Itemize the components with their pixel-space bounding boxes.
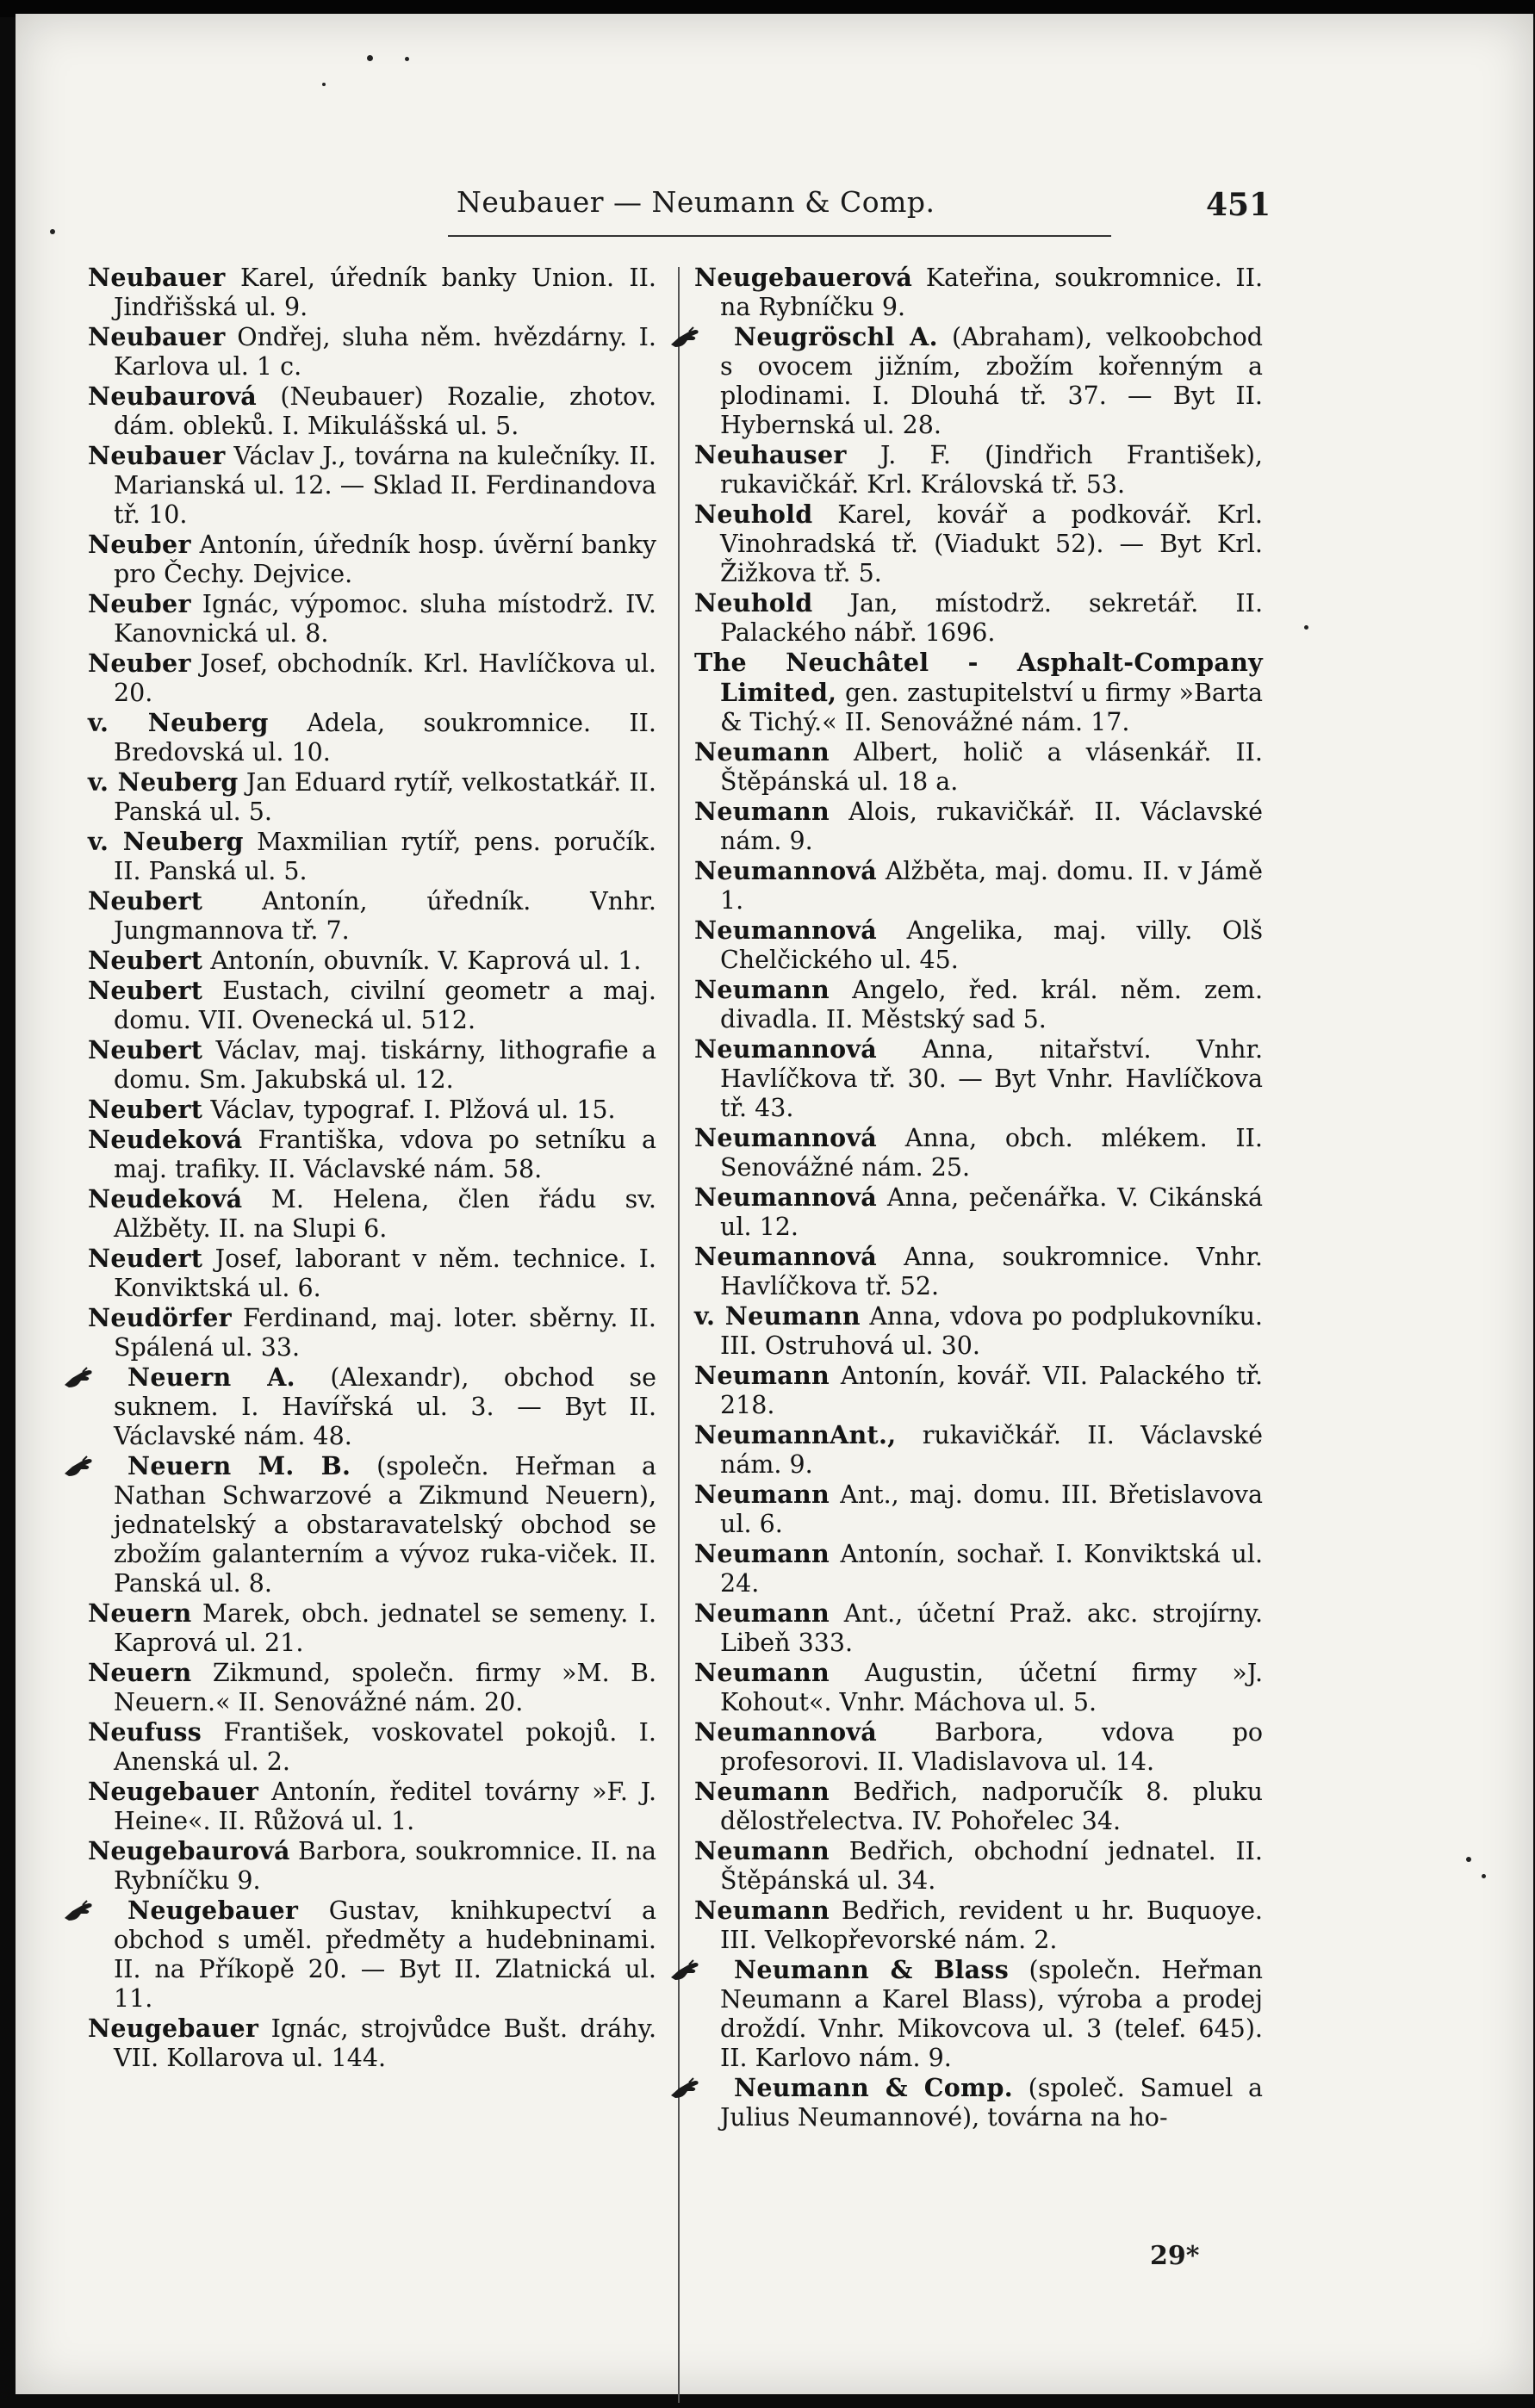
directory-entry xyxy=(88,1184,656,1244)
entry-name: Neubauer xyxy=(88,441,226,470)
entry-text: Bedřich, revident u hr. Buquoye. III. Velkopřevorské nám. 2. xyxy=(720,1896,1263,1954)
entry-name: Neubert xyxy=(88,1095,203,1124)
entry-text: Marek, obch. jednatel se semeny. I. Kaprová ul. 21. xyxy=(114,1599,657,1657)
entry-name: Neubert xyxy=(88,976,203,1005)
entry-name: Neuern xyxy=(88,1658,192,1687)
entry-text: (společn. Heřman Neumann a Karel Blass), výroba a prodej droždí. Vnhr. Mikovcova ul. 3 (telef. 645). II. Karlovo nám. 9. xyxy=(720,1956,1263,2072)
entry-name: v. Neuberg xyxy=(88,827,244,856)
entry-text: Antonín, úředník. Vnhr. Jungmannova tř. 7. xyxy=(114,887,656,945)
entry-text: Josef, obchodník. Krl. Havlíčkova ul. 20. xyxy=(114,649,656,707)
entry-text: Antonín, úředník hosp. úvěrní banky pro Čechy. Dejvice. xyxy=(114,531,656,588)
running-head: Neubauer — Neumann & Comp. xyxy=(457,185,935,219)
entry-name: Neugebauer xyxy=(127,1896,299,1925)
entry-name: Neudeková xyxy=(88,1184,243,1213)
directory-entry xyxy=(694,797,1263,856)
entry-name: Neudörfer xyxy=(88,1303,232,1332)
directory-entry xyxy=(694,1420,1263,1480)
entry-text: Antonín, sochař. I. Konviktská ul. 24. xyxy=(720,1540,1264,1598)
directory-entry xyxy=(88,827,656,886)
directory-entry xyxy=(694,1182,1263,1242)
entry-name: Neudeková xyxy=(88,1125,243,1154)
entry-text: J. F. (Jindřich František), rukavičkář. Krl. Královská tř. 53. xyxy=(720,441,1263,499)
entry-text: (Neubauer) Rozalie, zhotov. dám. obleků. I. Mikulášská ul. 5. xyxy=(114,382,656,440)
pointing-hand-icon xyxy=(88,1900,122,1922)
left-column xyxy=(88,263,656,2073)
entry-text: (Abraham), velkoobchod s ovocem jižním, zbožím kořenným a plodinami. I. Dlouhá tř. 37. — Byt II. Hybernská ul. 28. xyxy=(720,323,1263,439)
pointing-hand-icon xyxy=(694,326,729,349)
pointing-hand-icon xyxy=(88,1455,122,1478)
directory-entry xyxy=(694,1034,1263,1123)
entry-text: Anna, pečenářka. V. Cikánská ul. 12. xyxy=(720,1183,1264,1241)
entry-text: Antonín, obuvník. V. Kaprová ul. 1. xyxy=(210,946,642,975)
directory-entry xyxy=(694,1361,1263,1420)
header-rule xyxy=(448,235,1111,237)
entry-text: Barbora, soukromnice. II. na Rybníčku 9. xyxy=(114,1837,657,1895)
entry-name: Neumannová xyxy=(694,1034,878,1064)
entry-text: rukavičkář. II. Václavské nám. 9. xyxy=(720,1421,1263,1479)
entry-name: NeumannAnt., xyxy=(694,1420,897,1449)
pointing-hand-icon xyxy=(694,2077,729,2100)
entry-name: Neumannová xyxy=(694,915,878,945)
directory-entry xyxy=(694,500,1263,588)
directory-entry xyxy=(88,1095,656,1125)
directory-entry xyxy=(88,1035,656,1095)
entry-name: Neumannová xyxy=(694,1123,878,1152)
entry-name: The Neuchâtel - Asphalt-Company Limited, xyxy=(694,648,1263,707)
entry-text: (Alexandr), obchod se suknem. I. Havířská ul. 3. — Byt II. Václavské nám. 48. xyxy=(114,1363,656,1450)
directory-entry xyxy=(694,1598,1263,1658)
entry-name: Neufuss xyxy=(88,1717,202,1747)
directory-entry xyxy=(88,263,656,322)
entry-name: Neumann xyxy=(694,1480,830,1509)
entry-text: Bedřich, nadporučík 8. pluku dělostřelectva. IV. Pohořelec 34. xyxy=(720,1778,1264,1835)
entry-text: Maxmilian rytíř, pens. poručík. II. Panská ul. 5. xyxy=(114,828,656,885)
directory-entry xyxy=(88,976,656,1035)
entry-text: gen. zastupitelství u firmy »Barta & Tichý.« II. Senovážné nám. 17. xyxy=(720,679,1263,736)
entry-text: Anna, nitařství. Vnhr. Havlíčkova tř. 30. — Byt Vnhr. Havlíčkova tř. 43. xyxy=(720,1035,1264,1122)
directory-entry xyxy=(88,382,656,441)
entry-name: Neumann xyxy=(694,975,830,1004)
entry-text: Jan, místodrž. sekretář. II. Palackého nábř. 1696. xyxy=(720,589,1264,647)
directory-entry xyxy=(88,1896,656,2014)
entry-name: Neumann xyxy=(694,797,830,826)
directory-entry xyxy=(88,1244,656,1303)
entry-name: Neubauer xyxy=(88,322,226,351)
entry-text: Václav, maj. tiskárny, lithografie a domu. Sm. Jakubská ul. 12. xyxy=(114,1036,657,1094)
directory-entry xyxy=(694,1896,1263,1955)
entry-name: Neumannová xyxy=(694,1182,878,1212)
entry-text: Václav J., továrna na kulečníky. II. Marianská ul. 12. — Sklad II. Ferdinandova tř. 10. xyxy=(114,442,656,529)
entry-text: Zikmund, společn. firmy »M. B. Neuern.« II. Senovážné nám. 20. xyxy=(114,1659,656,1716)
entry-name: v. Neuberg xyxy=(88,767,239,797)
entry-name: Neubert xyxy=(88,1035,203,1064)
directory-entry xyxy=(88,1598,656,1658)
entry-name: Neubaurová xyxy=(88,382,258,411)
entry-text: Albert, holič a vlásenkář. II. Štěpánská ul. 18 a. xyxy=(720,738,1263,796)
directory-entry xyxy=(694,1836,1263,1896)
entry-text: Alois, rukavičkář. II. Václavské nám. 9. xyxy=(720,797,1264,855)
directory-entry xyxy=(694,1717,1263,1777)
entry-name: Neumann xyxy=(694,1896,830,1925)
entry-name: Neuber xyxy=(88,530,191,559)
entry-text: Angelo, řed. král. něm. zem. divadla. II. Městský sad 5. xyxy=(720,976,1264,1033)
entry-name: Neugebaurová xyxy=(88,1836,290,1865)
entry-text: Ignác, výpomoc. sluha místodrž. IV. Kanovnická ul. 8. xyxy=(114,590,656,648)
entry-text: Bedřich, obchodní jednatel. II. Štěpánská ul. 34. xyxy=(720,1837,1263,1895)
entry-text: Angelika, maj. villy. Olš Chelčického ul. 45. xyxy=(720,916,1263,974)
entry-text: Ignác, strojvůdce Bušt. dráhy. VII. Kollarova ul. 144. xyxy=(114,2014,656,2072)
entry-name: Neuhold xyxy=(694,588,813,618)
directory-entry xyxy=(88,886,656,946)
directory-entry xyxy=(694,648,1263,737)
directory-entry xyxy=(694,322,1263,440)
entry-name: Neumannová xyxy=(694,1717,878,1747)
entry-name: Neuber xyxy=(88,649,191,678)
entry-text: Alžběta, maj. domu. II. v Jámě 1. xyxy=(720,857,1263,915)
entry-text: Františka, vdova po setníku a maj. trafiky. II. Václavské nám. 58. xyxy=(114,1126,657,1183)
entry-text: Josef, laborant v něm. technice. I. Konviktská ul. 6. xyxy=(114,1244,656,1302)
directory-entry xyxy=(88,1658,656,1717)
entry-text: Ant., maj. domu. III. Břetislavova ul. 6. xyxy=(720,1480,1264,1538)
entry-name: Neugröschl A. xyxy=(734,322,938,351)
entry-name: Neumann xyxy=(694,1598,830,1628)
directory-entry xyxy=(694,2073,1263,2132)
signature-mark: 29* xyxy=(1150,2241,1200,2271)
directory-entry xyxy=(694,915,1263,975)
page-header xyxy=(121,185,1309,237)
entry-name: Neuern xyxy=(88,1598,192,1628)
directory-entry xyxy=(694,737,1263,797)
directory-entry xyxy=(88,946,656,976)
directory-entry xyxy=(694,440,1263,500)
entry-text: Adela, soukromnice. II. Bredovská ul. 10. xyxy=(114,709,656,766)
entry-name: Neumann xyxy=(694,1539,830,1568)
entry-text: Eustach, civilní geometr a maj. domu. VII. Ovenecká ul. 512. xyxy=(114,977,656,1034)
entry-text: Jan Eduard rytíř, velkostatkář. II. Panská ul. 5. xyxy=(114,768,656,826)
entry-name: Neumannová xyxy=(694,856,878,885)
entry-name: Neumannová xyxy=(694,1242,878,1271)
entry-name: Neubert xyxy=(88,886,203,915)
pointing-hand-icon xyxy=(88,1367,122,1389)
entry-text: (společn. Heřman a Nathan Schwarzové a Zikmund Neuern), jednatelský a obstaravatelský obchod se zbožím galanterním a vývoz ruka-viček. II. Panská ul. 8. xyxy=(114,1452,656,1598)
entry-text: Antonín, ředitel továrny »F. J. Heine«. II. Růžová ul. 1. xyxy=(114,1778,657,1835)
directory-entry xyxy=(88,708,656,767)
directory-entry xyxy=(694,1123,1263,1182)
directory-entry xyxy=(88,530,656,589)
entry-name: Neuhauser xyxy=(694,440,847,469)
entry-name: Neumann xyxy=(694,1658,830,1687)
entry-text: František, voskovatel pokojů. I. Anenská ul. 2. xyxy=(114,1718,656,1776)
entry-text: Kateřina, soukromnice. II. na Rybníčku 9. xyxy=(720,264,1264,321)
entry-name: v. Neumann xyxy=(694,1301,861,1331)
directory-entry xyxy=(694,1242,1263,1301)
entry-name: Neudert xyxy=(88,1244,203,1273)
entry-name: Neumann xyxy=(694,1777,830,1806)
entry-name: Neubauer xyxy=(88,263,226,292)
directory-entry xyxy=(88,1125,656,1184)
entry-text: Ant., účetní Praž. akc. strojírny. Libeň 333. xyxy=(720,1599,1264,1657)
directory-entry xyxy=(694,1777,1263,1836)
entry-text: Karel, úředník banky Union. II. Jindřišská ul. 9. xyxy=(114,264,656,321)
entry-name: Neuber xyxy=(88,589,191,618)
directory-entry xyxy=(694,1658,1263,1717)
directory-entry xyxy=(694,1301,1263,1361)
directory-entry xyxy=(694,975,1263,1034)
directory-entry xyxy=(88,1777,656,1836)
directory-entry xyxy=(694,856,1263,915)
directory-entry xyxy=(694,1480,1263,1539)
directory-entry xyxy=(88,322,656,382)
entry-text: Anna, soukromnice. Vnhr. Havlíčkova tř. 52. xyxy=(720,1243,1263,1300)
entry-text: Anna, vdova po podplukovníku. III. Ostruhová ul. 30. xyxy=(720,1302,1263,1360)
directory-entry xyxy=(88,649,656,708)
entry-name: Neugebauer xyxy=(88,1777,259,1806)
entry-name: Neumann xyxy=(694,1836,830,1865)
entry-name: Neuhold xyxy=(694,500,813,529)
entry-text: Antonín, kovář. VII. Palackého tř. 218. xyxy=(720,1362,1263,1419)
directory-entry xyxy=(88,1451,656,1598)
entry-name: Neuern M. B. xyxy=(127,1451,351,1480)
directory-entry xyxy=(694,1539,1263,1598)
entry-name: Neugebauerová xyxy=(694,263,913,292)
entry-name: Neumann xyxy=(694,1361,830,1390)
entry-text: Karel, kovář a podkovář. Krl. Vinohradská tř. (Viadukt 52). — Byt Krl. Žižkova tř. 5. xyxy=(720,500,1263,587)
entry-text: M. Helena, člen řádu sv. Alžběty. II. na Slupi 6. xyxy=(114,1185,656,1243)
entry-name: Neumann & Comp. xyxy=(734,2073,1013,2102)
entry-text: Ferdinand, maj. loter. sběrny. II. Spálená ul. 33. xyxy=(114,1304,656,1362)
entry-text: (společ. Samuel a Julius Neumannové), továrna na ho- xyxy=(720,2074,1263,2132)
entry-text: Ondřej, sluha něm. hvězdárny. I. Karlova ul. 1 c. xyxy=(114,323,656,381)
entry-text: Gustav, knihkupectví a obchod s uměl. předměty a hudebninami. II. na Příkopě 20. — Byt II. Zlatnická ul. 11. xyxy=(114,1896,656,2013)
page-number: 451 xyxy=(1206,187,1271,223)
entry-text: Barbora, vdova po profesorovi. II. Vladislavova ul. 14. xyxy=(720,1718,1263,1776)
entry-text: Anna, obch. mlékem. II. Senovážné nám. 25. xyxy=(720,1124,1263,1182)
pointing-hand-icon xyxy=(694,1959,729,1982)
directory-entry xyxy=(88,589,656,649)
directory-entry xyxy=(694,588,1263,648)
directory-entry xyxy=(694,263,1263,322)
entry-name: Neuern A. xyxy=(127,1362,295,1392)
entry-text: Václav, typograf. I. Plžová ul. 15. xyxy=(210,1095,616,1124)
directory-entry xyxy=(694,1955,1263,2073)
directory-entry xyxy=(88,1717,656,1777)
directory-entry xyxy=(88,767,656,827)
directory-entry xyxy=(88,1362,656,1451)
directory-entry xyxy=(88,1836,656,1896)
entry-text: Augustin, účetní firmy »J. Kohout«. Vnhr. Máchova ul. 5. xyxy=(720,1659,1264,1716)
directory-entry xyxy=(88,1303,656,1362)
entry-name: Neumann xyxy=(694,737,830,766)
entry-name: Neumann & Blass xyxy=(734,1955,1010,1984)
entry-name: Neubert xyxy=(88,946,203,975)
directory-entry xyxy=(88,2014,656,2073)
entry-name: Neugebauer xyxy=(88,2014,259,2043)
entry-name: v. Neuberg xyxy=(88,708,269,737)
right-column xyxy=(694,263,1263,2132)
directory-entry xyxy=(88,441,656,530)
